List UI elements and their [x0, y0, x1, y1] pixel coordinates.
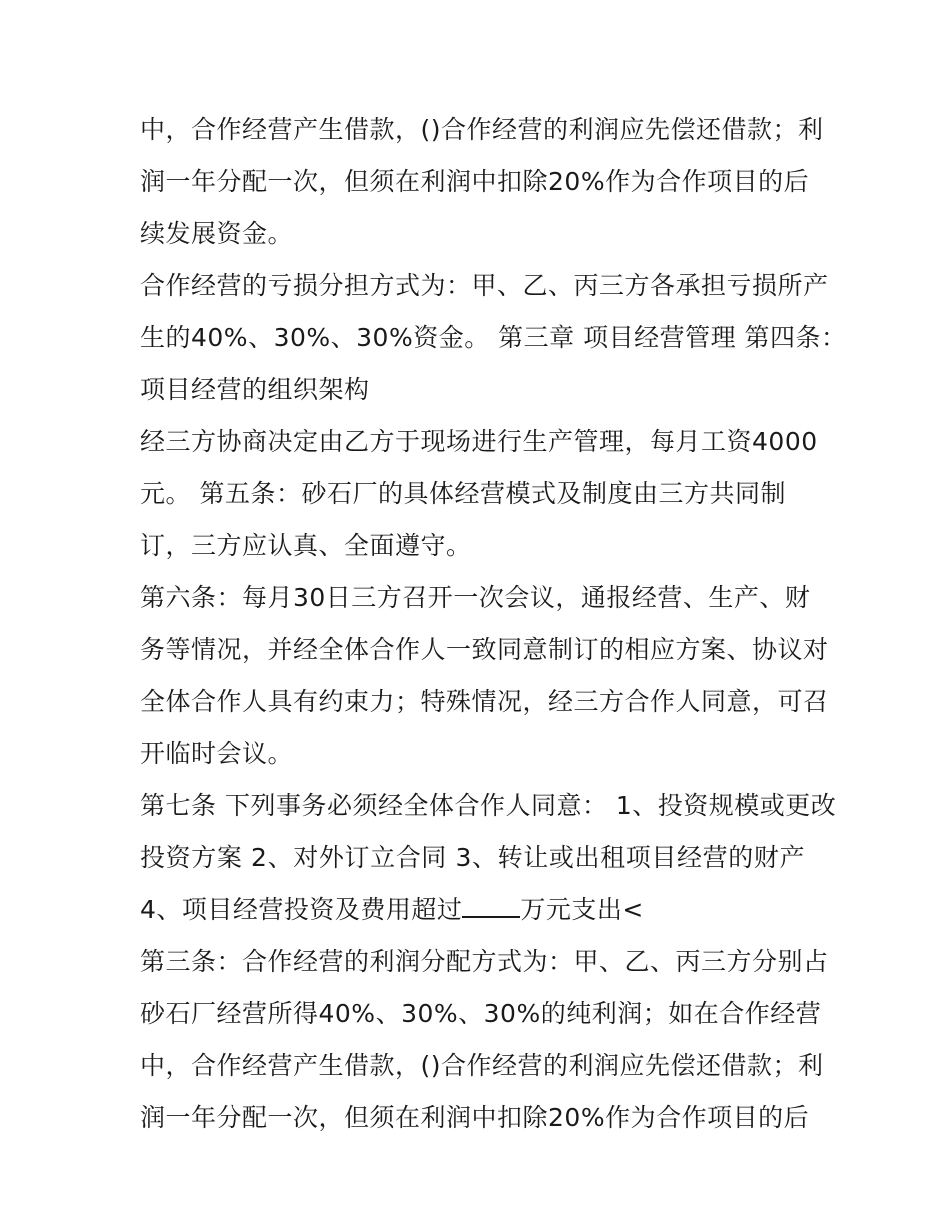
text-line-8: 元。 第五条：砂石厂的具体经营模式及制度由三方共同制: [140, 479, 786, 508]
text-line-7: 经三方协商决定由乙方于现场进行生产管理，每月工资4000: [140, 427, 818, 456]
text-line-9: 订，三方应认真、全面遵守。: [140, 531, 472, 560]
text-line-4: 合作经营的亏损分担方式为：甲、乙、丙三方各承担亏损所产: [140, 271, 829, 300]
text-line-20: 润一年分配一次，但须在利润中扣除20%作为合作项目的后: [140, 1103, 810, 1132]
text-line-1: 中，合作经营产生借款，()合作经营的利润应先偿还借款；利: [140, 115, 824, 144]
text-line-17: 第三条：合作经营的利润分配方式为：甲、乙、丙三方分别占: [140, 947, 829, 976]
text-line-10: 第六条：每月30日三方召开一次会议，通报经营、生产、财: [140, 583, 811, 612]
text-line-13: 开临时会议。: [140, 739, 294, 768]
text-line-5: 生的40%、30%、30%资金。 第三章 项目经营管理 第四条：: [140, 323, 847, 352]
text-line-16-head: 4、项目经营投资及费用超过: [140, 895, 463, 924]
text-line-6: 项目经营的组织架构: [140, 375, 370, 404]
text-line-15: 投资方案 2、对外订立合同 3、转让或出租项目经营的财产: [140, 843, 805, 872]
text-line-2: 润一年分配一次，但须在利润中扣除20%作为合作项目的后: [140, 167, 810, 196]
blank-underline: [462, 894, 520, 918]
text-line-16: [140, 894, 644, 926]
text-line-12: 全体合作人具有约束力；特殊情况，经三方合作人同意，可召: [140, 687, 829, 716]
text-line-16-tail: 万元支出<: [520, 895, 644, 924]
text-line-19: 中，合作经营产生借款，()合作经营的利润应先偿还借款；利: [140, 1051, 824, 1080]
text-line-3: 续发展资金。: [140, 219, 294, 248]
text-line-11: 务等情况，并经全体合作人一致同意制订的相应方案、协议对: [140, 635, 829, 664]
text-line-14: 第七条 下列事务必须经全体合作人同意： 1、投资规模或更改: [140, 791, 837, 820]
text-line-18: 砂石厂经营所得40%、30%、30%的纯利润；如在合作经营: [140, 999, 822, 1028]
